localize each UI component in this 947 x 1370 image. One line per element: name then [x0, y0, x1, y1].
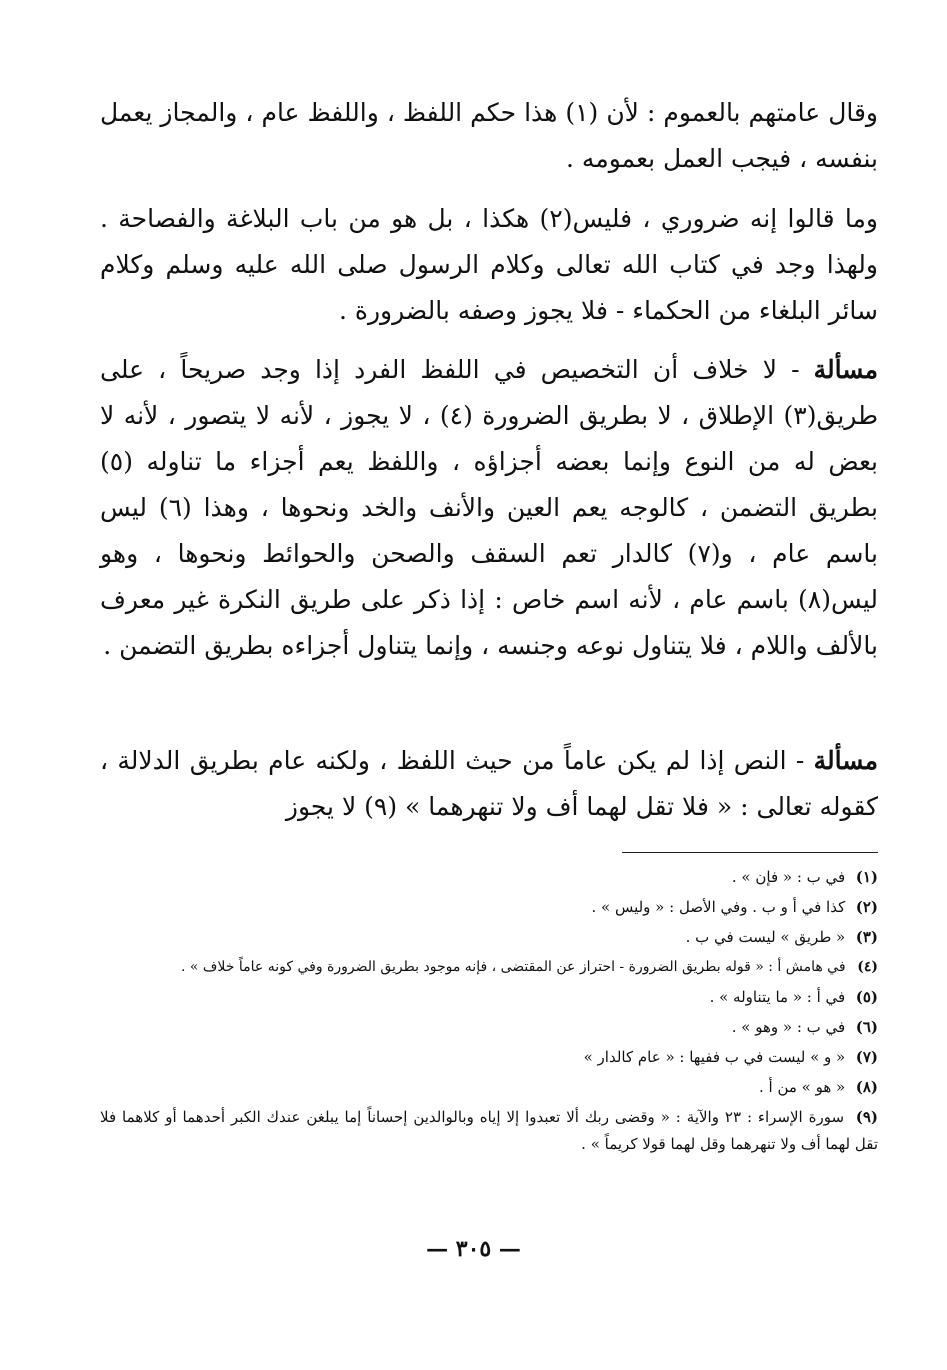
footnote — [100, 892, 878, 922]
masala-heading-2: مسألة — [813, 746, 878, 775]
footnote-text: في أ : « ما يتناوله » . — [709, 988, 846, 1006]
footnotes-list — [100, 862, 878, 1158]
footnote-number: (٩) — [855, 1108, 878, 1126]
footnote-text: كذا في أ و ب . وفي الأصل : « وليس » . — [591, 898, 846, 916]
footnote-number: (٦) — [855, 1018, 878, 1036]
paragraph-4-text: - النص إذا لم يكن عاماً من حيث اللفظ ، ولكنه عام بطريق الدلالة ، كقوله تعالى : « فلا تقل لهما أف ولا تنهرهما » (٩) لا يجوز — [100, 746, 878, 821]
paragraph-1 — [100, 90, 878, 182]
footnote-text: في ب : « فإن » . — [731, 868, 846, 886]
footnote — [100, 1072, 878, 1102]
footnote — [100, 982, 878, 1012]
footnote-number: (٣) — [855, 928, 878, 946]
footnote-number: (٨) — [855, 1078, 878, 1096]
footnote — [100, 1012, 878, 1042]
footnote-text: « هو » من أ . — [758, 1078, 846, 1096]
paragraph-3-text: - لا خلاف أن التخصيص في اللفظ الفرد إذا وجد صريحاً ، على طريق(٣) الإطلاق ، لا بطريق الضرورة (٤) ، لا يجوز ، لأنه لا يتصور ، لأنه لا بعض له من النوع وإنما بعضه أجزاؤه ، واللفظ يعم أجزاء ما تناوله (٥) بطريق التضمن ، كالوجه يعم العين والأنف والخد ونحوها ، وهذا (٦) ليس باسم عام ، و(٧) كالدار تعم السقف والصحن والحوائط ونحوها ، وهو ليس(٨) باسم عام ، لأنه اسم خاص : إذا ذكر على طريق النكرة غير معرف بالألف واللام ، فلا يتناول نوعه وجنسه ، وإنما يتناول أجزاءه بطريق التضمن . — [100, 355, 878, 660]
footnote-text: « و » ليست في ب ففيها : « عام كالدار » — [583, 1048, 846, 1066]
footnote-number: (٤) — [857, 959, 878, 975]
footnote-number: (٥) — [855, 988, 878, 1006]
paragraph-1-text: وقال عامتهم بالعموم : لأن (١) هذا حكم اللفظ ، واللفظ عام ، والمجاز يعمل بنفسه ، فيجب العمل بعمومه . — [100, 98, 878, 173]
footnote — [100, 952, 878, 982]
paragraph-masala-1 — [100, 347, 878, 669]
masala-heading-1: مسألة — [813, 355, 878, 384]
footnote — [100, 1102, 878, 1158]
footnote-text: « طريق » ليست في ب . — [685, 928, 846, 946]
footnote-separator — [622, 852, 878, 853]
footnote-text: سورة الإسراء : ٢٣ والآية : « وقضى ربك ألا تعبدوا إلا إياه وبالوالدين إحساناً إما يبلغن عندك الكبر أحدهما أو كلاهما فلا تقل لهما أف ولا تنهرهما وقل لهما قولا كريماً » . — [100, 1108, 878, 1153]
footnote-number: (٢) — [855, 898, 878, 916]
page-number: — ٣٠٥ — — [426, 1236, 521, 1262]
paragraph-masala-2 — [100, 738, 878, 830]
paragraph-2-text: وما قالوا إنه ضروري ، فليس(٢) هكذا ، بل هو من باب البلاغة والفصاحة . ولهذا وجد في كتاب الله تعالى وكلام الرسول صلى الله عليه وسلم وكلام سائر البلغاء من الحكماء - فلا يجوز وصفه بالضرورة . — [100, 204, 878, 325]
footnote-number: (١) — [855, 868, 878, 886]
footnote — [100, 922, 878, 952]
footnote — [100, 1042, 878, 1072]
footnote-text: في ب : « وهو » . — [731, 1018, 846, 1036]
paragraph-2 — [100, 196, 878, 334]
footnote-text: في هامش أ : « قوله بطريق الضرورة - احتراز عن المقتضى ، فإنه موجود بطريق الضرورة وفي كونه عاماً خلاف » . — [180, 959, 846, 975]
footnote — [100, 862, 878, 892]
footnote-number: (٧) — [855, 1048, 878, 1066]
